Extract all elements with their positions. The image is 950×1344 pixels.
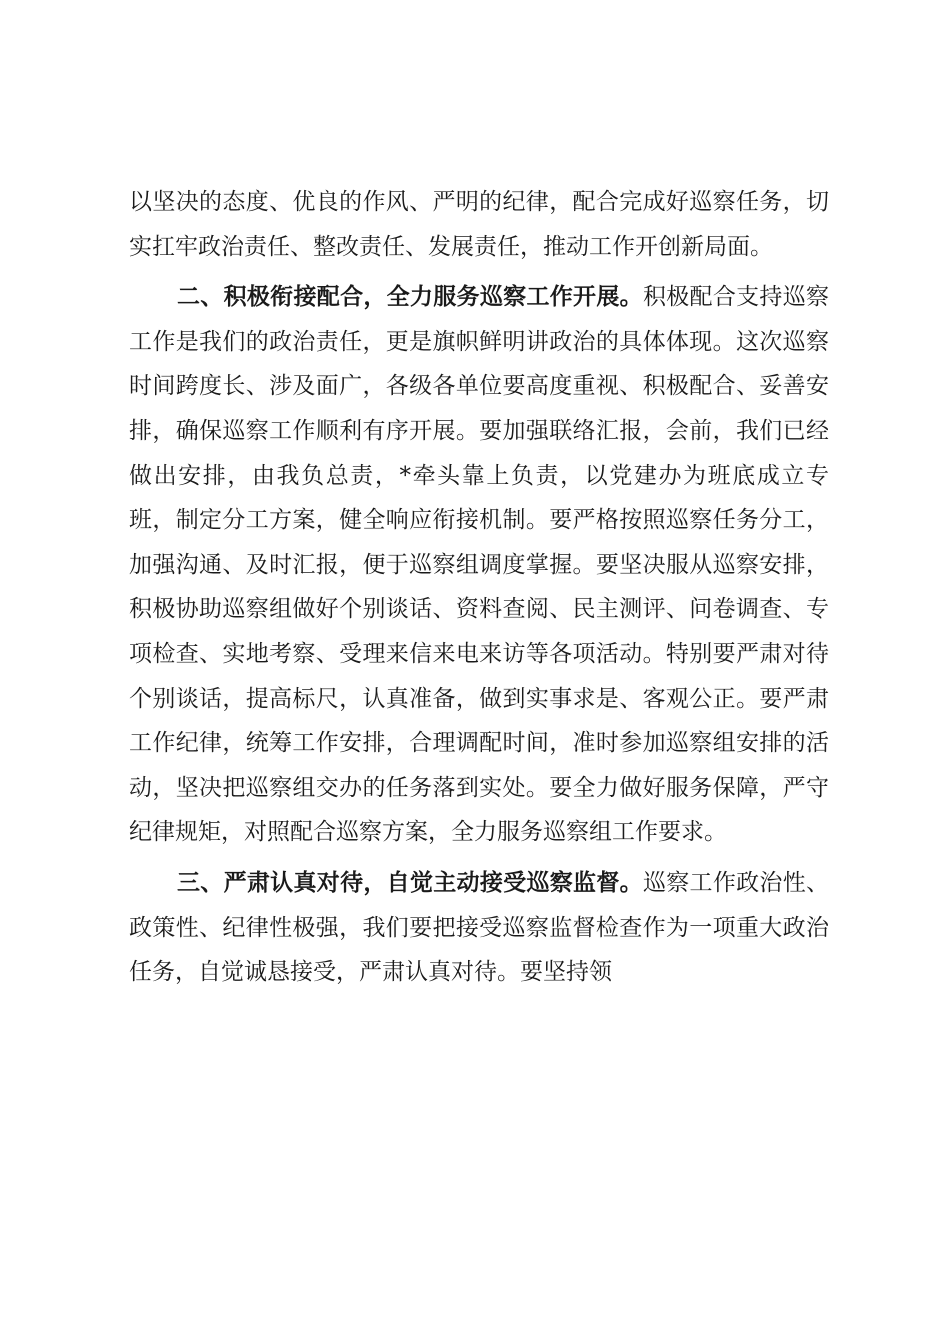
paragraph-section-three: [129, 861, 829, 995]
paragraph-continuation: [129, 180, 829, 269]
paragraph-text: 巡察工作政治性、政策性、纪律性极强，我们要把接受巡察监督检查作为一项重大政治任务，自觉诚恳接受，严肃认真对待。要坚持领: [129, 869, 830, 986]
section-heading: 二、积极衔接配合，全力服务巡察工作开展。: [177, 283, 643, 311]
paragraph-section-two: [129, 275, 829, 855]
paragraph-text: 积极配合支持巡察工作是我们的政治责任，更是旗帜鲜明讲政治的具体体现。这次巡察时间跨度长、涉及面广，各级各单位要高度重视、积极配合、妥善安排，确保巡察工作顺利有序开展。要加强联络汇报，会前，我们已经做出安排，由我负总责，*牵头靠上负责，以党建办为班底成立专班，制定分工方案，健全响应衔接机制。要严格按照巡察任务分工，加强沟通、及时汇报，便于巡察组调度掌握。要坚决服从巡察安排，积极协助巡察组做好个别谈话、资料查阅、民主测评、问卷调查、专项检查、实地考察、受理来信来电来访等各项活动。特别要严肃对待个别谈话，提高标尺，认真准备，做到实事求是、客观公正。要严肃工作纪律，统筹工作安排，合理调配时间，准时参加巡察组安排的活动，坚决把巡察组交办的任务落到实处。要全力做好服务保障，严守纪律规矩，对照配合巡察方案，全力服务巡察组工作要求。: [129, 284, 830, 846]
document-body: [129, 180, 829, 1001]
section-heading: 三、严肃认真对待，自觉主动接受巡察监督。: [177, 868, 643, 896]
paragraph-text: 以坚决的态度、优良的作风、严明的纪律，配合完成好巡察任务，切实扛牢政治责任、整改责任、发展责任，推动工作开创新局面。: [129, 189, 829, 260]
